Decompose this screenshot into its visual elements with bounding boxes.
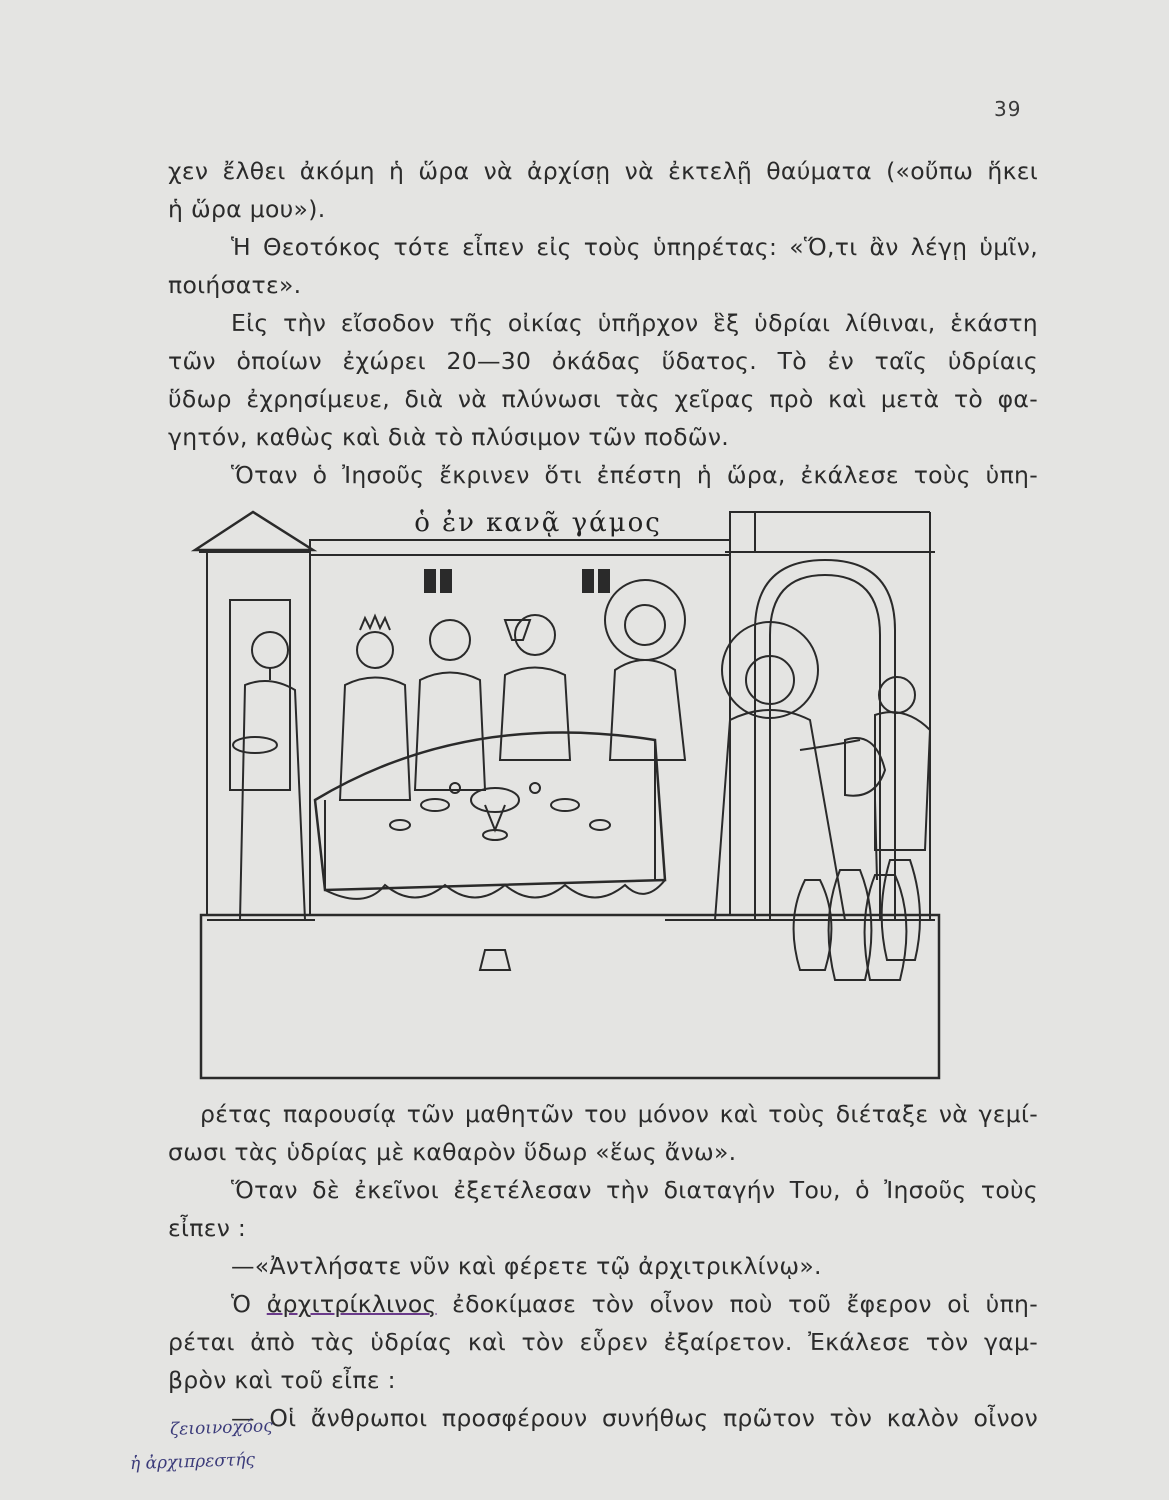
wedding-at-cana-illustration — [185, 500, 955, 1090]
text-line: Ὅταν ὁ Ἰησοῦς ἔκρινεν ὅτι ἐπέστη ἡ ὥρα, ἐκάλεσε τοὺς ὑπη- — [231, 461, 1038, 489]
text-line: ρέται ἀπὸ τὰς ὑδρίας καὶ τὸν εὗρεν ἐξαίρετον. Ἐκάλεσε τὸν γαμ- — [168, 1328, 1038, 1356]
text-line: τῶν ὁποίων ἐχώρει 20—30 ὀκάδας ὕδατος. Τὸ ἐν ταῖς ὑδρίαις — [168, 347, 1038, 375]
text-block-top — [168, 152, 1038, 494]
text-line: εἶπεν : — [168, 1214, 247, 1242]
text-line: — Οἱ ἄνθρωποι προσφέρουν συνήθως πρῶτον τὸν καλὸν οἶνον — [231, 1404, 1038, 1432]
text-line: —«Ἀντλήσατε νῦν καὶ φέρετε τῷ ἀρχιτρικλίνῳ». — [231, 1252, 822, 1280]
text-remainder: ἐδοκίμασε τὸν οἶνον ποὺ τοῦ ἔφερον οἱ ὑπη- — [452, 1290, 1038, 1318]
text-line: Εἰς τὴν εἴσοδον τῆς οἰκίας ὑπῆρχον ἓξ ὑδρίαι λίθιναι, ἑκάστη — [231, 309, 1038, 337]
handwritten-note: ζειοινοχόος — [169, 1416, 274, 1440]
text-line: ὕδωρ ἐχρησίμευε, διὰ νὰ πλύνωσι τὰς χεῖρας πρὸ καὶ μετὰ τὸ φα- — [168, 385, 1038, 413]
text-line: βρὸν καὶ τοῦ εἶπε : — [168, 1366, 396, 1394]
illustration-caption: ὁ ἐν κανᾷ γάμος — [414, 508, 662, 538]
underlined-word: ἀρχιτρίκλινος — [266, 1290, 437, 1318]
text-line-underlined — [168, 1285, 1038, 1323]
text-line: γητόν, καθὼς καὶ διὰ τὸ πλύσιμον τῶν ποδῶν. — [168, 423, 730, 451]
page-number: 39 — [994, 97, 1022, 121]
text-line: ποιήσατε». — [168, 271, 302, 299]
text-prefix: Ὁ — [231, 1290, 252, 1318]
text-block-bottom — [168, 1095, 1038, 1437]
text-line: Ὅταν δὲ ἐκεῖνοι ἐξετέλεσαν τὴν διαταγήν Του, ὁ Ἰησοῦς τοὺς — [231, 1176, 1038, 1204]
handwritten-note: ἡ ἀρχιπρεστής — [129, 1449, 256, 1475]
text-line: σωσι τὰς ὑδρίας μὲ καθαρὸν ὕδωρ «ἕως ἄνω». — [168, 1138, 737, 1166]
text-line: Ἡ Θεοτόκος τότε εἶπεν εἰς τοὺς ὑπηρέτας: «Ὅ,τι ἂν λέγῃ ὑμῖν, — [231, 233, 1038, 261]
text-line: ἡ ὥρα μου»). — [168, 195, 326, 223]
text-line: ρέτας παρουσίᾳ τῶν μαθητῶν του μόνον καὶ τοὺς διέταξε νὰ γεμί- — [200, 1100, 1038, 1128]
text-line: χεν ἔλθει ἀκόμη ἡ ὥρα νὰ ἀρχίσῃ νὰ ἐκτελῇ θαύματα («οὔπω ἥκει — [168, 157, 1038, 185]
